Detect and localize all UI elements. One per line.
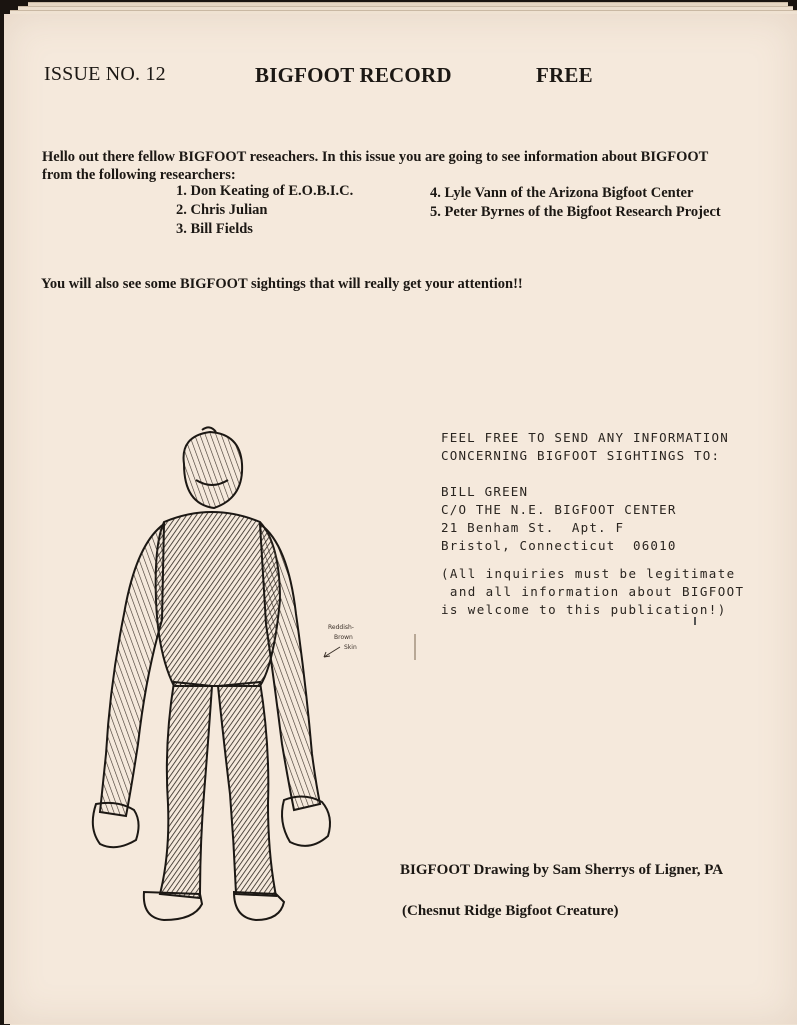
contact-invitation: FEEL FREE TO SEND ANY INFORMATION CONCERNING BIGFOOT SIGHTINGS TO: xyxy=(441,430,729,463)
sightings-teaser: You will also see some BIGFOOT sightings that will really get your attention!! xyxy=(41,276,523,292)
paper-mark xyxy=(414,634,416,660)
paper-mark xyxy=(694,617,696,625)
svg-text:Brown: Brown xyxy=(334,634,353,641)
svg-text:Skin: Skin xyxy=(344,644,357,651)
bigfoot-drawing xyxy=(84,424,349,924)
svg-text:Reddish-: Reddish- xyxy=(328,624,354,631)
researcher-list-left xyxy=(176,182,353,239)
researcher-item: 2. Chris Julian xyxy=(176,202,268,218)
issue-number: ISSUE NO. 12 xyxy=(44,63,166,85)
newsletter-title: BIGFOOT RECORD xyxy=(255,63,452,87)
contact-note: (All inquiries must be legitimate and all information about BIGFOOT is welcome to this publication!) xyxy=(441,566,745,617)
intro-paragraph: Hello out there fellow BIGFOOT reseachers. In this issue you are going to see information about BIGFOOT from the following researchers: xyxy=(42,149,709,183)
contact-address: BILL GREEN C/O THE N.E. BIGFOOT CENTER 21 Benham St. Apt. F Bristol, Connecticut 06010 xyxy=(441,484,677,553)
researcher-list-right xyxy=(430,184,721,222)
researcher-item: 4. Lyle Vann of the Arizona Bigfoot Center xyxy=(430,185,694,201)
drawing-credit: BIGFOOT Drawing by Sam Sherrys of Ligner, PA xyxy=(400,862,724,878)
newsletter-page xyxy=(4,14,797,1024)
researcher-item: 5. Peter Byrnes of the Bigfoot Research Project xyxy=(430,204,721,220)
skin-annotation xyxy=(322,617,392,667)
researcher-item: 3. Bill Fields xyxy=(176,221,253,237)
price-label: FREE xyxy=(536,63,593,87)
drawing-caption: (Chesnut Ridge Bigfoot Creature) xyxy=(402,903,619,919)
researcher-item: 1. Don Keating of E.O.B.I.C. xyxy=(176,183,354,199)
